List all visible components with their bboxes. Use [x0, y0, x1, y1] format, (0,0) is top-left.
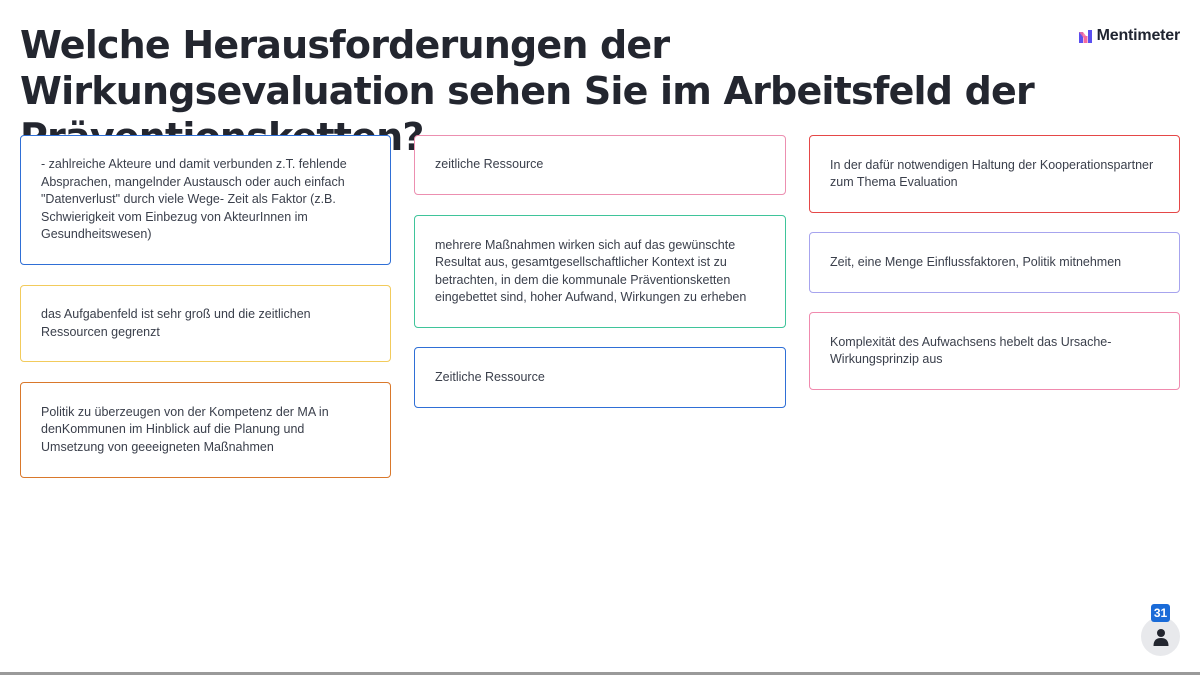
response-card	[809, 232, 1180, 293]
participant-count-badge: 31	[1151, 604, 1170, 622]
response-text: Zeitliche Ressource	[435, 369, 545, 384]
mentimeter-logo-text: Mentimeter	[1096, 27, 1180, 44]
response-text: - zahlreiche Akteure und damit verbunden z.T. fehlende Absprachen, mangelnder Austausch oder auch einfach "Datenverlust" durch viele Wege- Zeit als Faktor (z.B. Schwierigkeit vom Einbezug von AkteurInnen im Gesundheitswesen)	[41, 157, 347, 242]
response-card	[20, 135, 391, 265]
response-card	[414, 347, 786, 408]
response-text: Politik zu überzeugen von der Kompetenz der MA in denKommunen im Hinblick auf die Planung und Umsetzung von geeeigneten Maßnahmen	[41, 404, 329, 454]
participants-button[interactable]	[1141, 617, 1180, 656]
response-text: Zeit, eine Menge Einflussfaktoren, Politik mitnehmen	[830, 254, 1122, 269]
response-card	[809, 312, 1180, 390]
response-text: zeitliche Ressource	[435, 157, 544, 172]
mentimeter-logo-icon	[1079, 30, 1092, 43]
response-card	[414, 215, 786, 328]
response-text: In der dafür notwendigen Haltung der Kooperationspartner zum Thema Evaluation	[830, 157, 1154, 189]
response-text: Komplexität des Aufwachsens hebelt das Ursache-Wirkungsprinzip aus	[830, 334, 1112, 366]
person-icon	[1153, 628, 1169, 646]
response-card	[809, 135, 1180, 213]
response-text: mehrere Maßnahmen wirken sich auf das gewünschte Resultat aus, gesamtgesellschaftlicher Kontext ist zu betrachten, in dem die kommunale Präventionsketten eingebettet sind, hoher Aufwand, Wirkungen zu erheben	[435, 237, 747, 304]
response-text: das Aufgabenfeld ist sehr groß und die zeitlichen Ressourcen gegrenzt	[41, 307, 311, 339]
slide-title: Welche Herausforderungen der Wirkungsevaluation sehen Sie im Arbeitsfeld der	[20, 23, 1034, 113]
response-card	[20, 382, 391, 478]
response-card	[20, 285, 391, 362]
mentimeter-logo	[1079, 27, 1180, 45]
response-card	[414, 135, 786, 195]
